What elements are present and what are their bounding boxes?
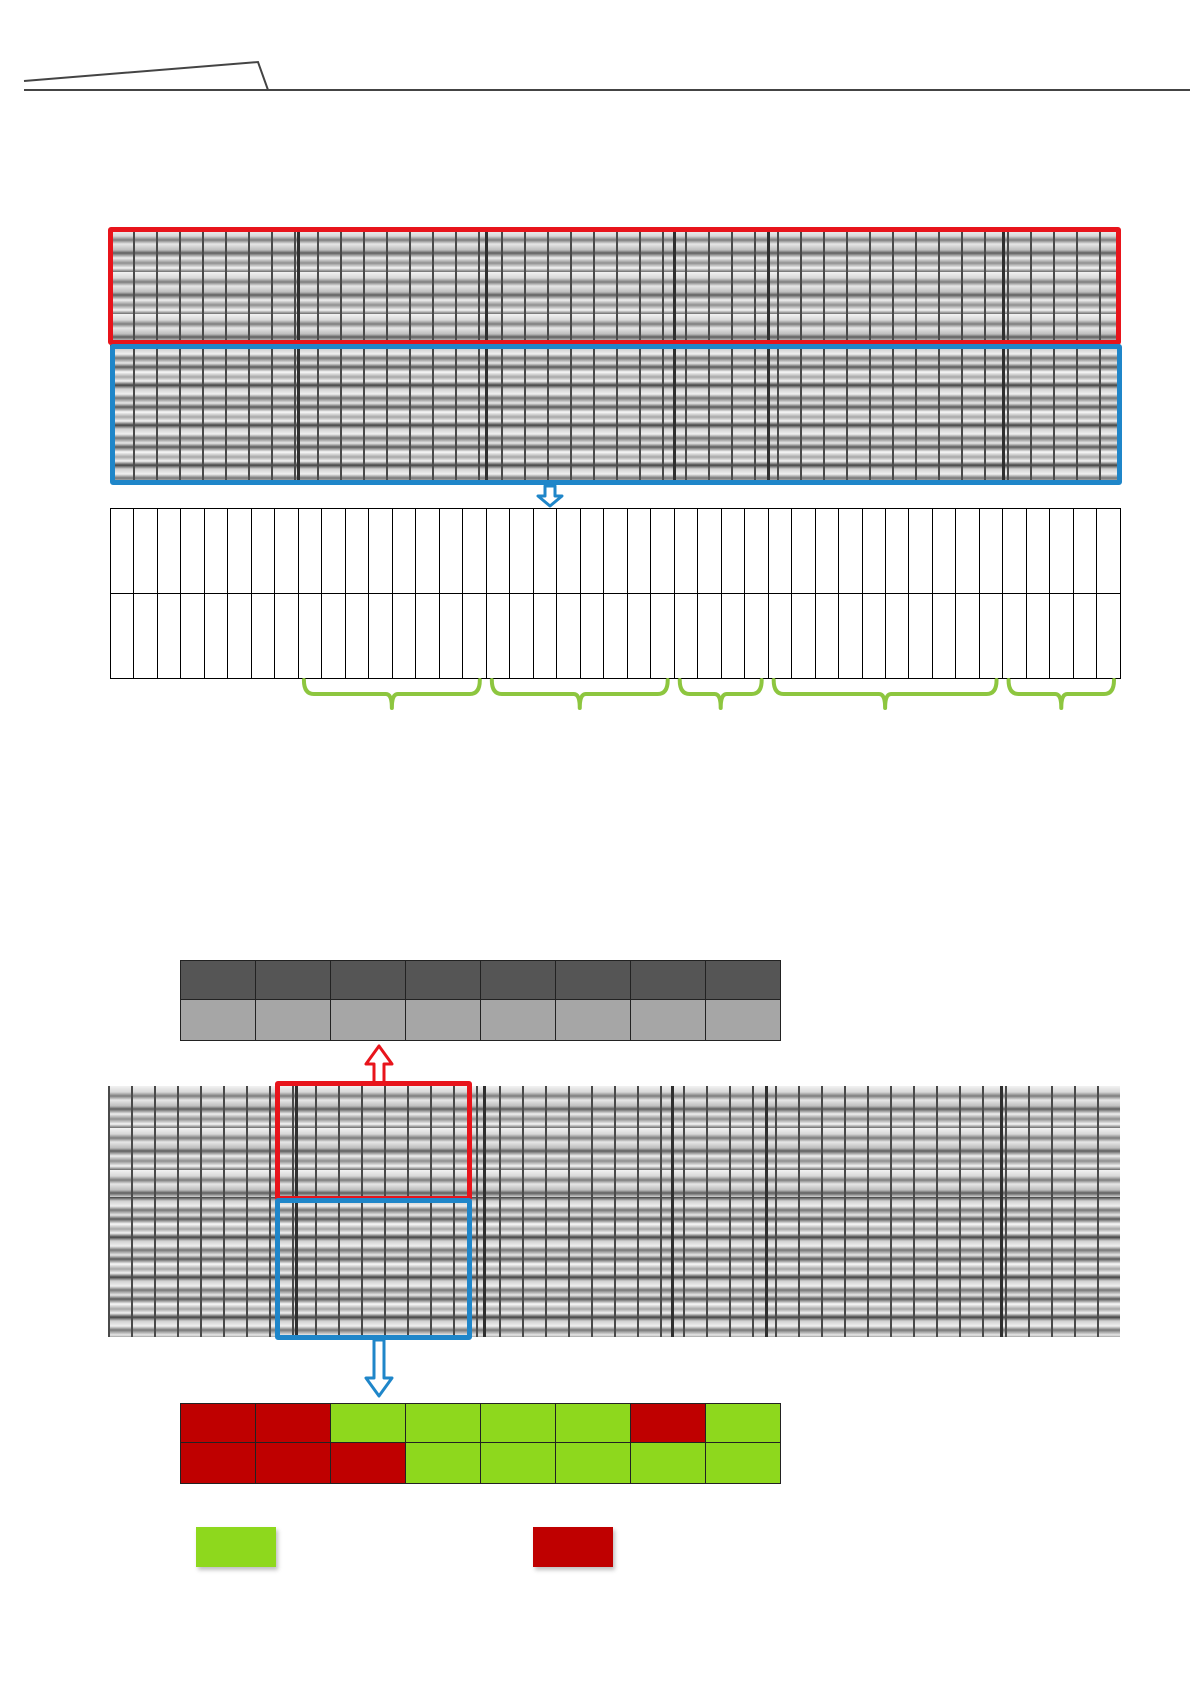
slot-cell [908, 508, 932, 594]
slot-cell [321, 593, 345, 679]
header-cell [480, 960, 556, 1001]
slot-cell [979, 508, 1003, 594]
status-cell-ok [330, 1403, 406, 1444]
slot-cell [439, 593, 463, 679]
slot-cell [486, 508, 510, 594]
selected-group-lower-frame [275, 1198, 472, 1340]
slot-cell [932, 508, 956, 594]
slot-cell [251, 508, 275, 594]
slot-cell [1026, 508, 1050, 594]
slot-cell [180, 593, 204, 679]
slot-cell [768, 508, 792, 594]
status-cell-ok [630, 1442, 706, 1484]
selected-group-upper-frame [275, 1081, 472, 1201]
status-cell-fault [255, 1403, 331, 1444]
slot-cell [697, 593, 721, 679]
slot-cell [1073, 508, 1097, 594]
slot-cell [1049, 593, 1073, 679]
slot-cell [1049, 508, 1073, 594]
slot-cell [862, 508, 886, 594]
slot-cell [251, 593, 275, 679]
group-divider [483, 1086, 486, 1337]
status-cell-ok [405, 1442, 481, 1484]
slot-cell [580, 508, 604, 594]
slot-cell [862, 593, 886, 679]
header-cell [705, 999, 781, 1041]
slot-cell [1002, 593, 1026, 679]
slot-cell [744, 593, 768, 679]
status-cell-ok [705, 1442, 781, 1484]
header-cell [255, 999, 331, 1041]
slot-cell [298, 593, 322, 679]
slot-cell [650, 508, 674, 594]
slot-cell [180, 508, 204, 594]
group-divider [1000, 1086, 1003, 1337]
slot-cell [1096, 508, 1120, 594]
header-cell [330, 960, 406, 1001]
slot-cell [556, 593, 580, 679]
slot-cell [721, 593, 745, 679]
lower-row-frame [110, 344, 1122, 485]
header-cell [555, 960, 631, 1001]
slot-cell [885, 508, 909, 594]
slot-cell [838, 508, 862, 594]
group-brace [1009, 680, 1114, 708]
slot-cell [227, 508, 251, 594]
slot-cell [415, 593, 439, 679]
slot-cell [321, 508, 345, 594]
slot-cell [368, 593, 392, 679]
slot-cell [439, 508, 463, 594]
slot-cell [768, 593, 792, 679]
slot-cell [274, 593, 298, 679]
status-cell-fault [255, 1442, 331, 1484]
slot-cell [580, 593, 604, 679]
slot-cell [274, 508, 298, 594]
slot-cell [815, 508, 839, 594]
slot-cell [791, 593, 815, 679]
slot-cell [533, 593, 557, 679]
slot-cell [603, 508, 627, 594]
slot-cell [157, 593, 181, 679]
slot-grid [110, 508, 1120, 678]
slot-cell [110, 593, 134, 679]
slot-cell [345, 508, 369, 594]
legend-ok-swatch [196, 1527, 276, 1567]
slot-cell [721, 508, 745, 594]
slot-cell [1026, 593, 1050, 679]
header-cell [405, 960, 481, 1001]
header-row-light [180, 1000, 780, 1041]
slot-cell [462, 593, 486, 679]
status-cell-fault [330, 1442, 406, 1484]
legend-fault-swatch [533, 1527, 613, 1567]
slot-cell [298, 508, 322, 594]
status-cell-ok [705, 1403, 781, 1444]
status-cell-fault [630, 1403, 706, 1444]
slot-cell [204, 593, 228, 679]
slot-cell [885, 593, 909, 679]
status-cell-ok [405, 1403, 481, 1444]
slot-cell [674, 508, 698, 594]
slot-cell [1096, 593, 1120, 679]
slot-cell [227, 593, 251, 679]
slot-cell [204, 508, 228, 594]
slot-cell [556, 508, 580, 594]
slot-cell [509, 593, 533, 679]
slot-cell [627, 508, 651, 594]
slot-cell [603, 593, 627, 679]
status-row [180, 1443, 780, 1484]
terminal-block-lower-bottom [108, 1197, 1120, 1337]
upper-row-frame [108, 227, 1121, 345]
slot-cell [392, 593, 416, 679]
slot-cell [650, 593, 674, 679]
slot-cell [955, 593, 979, 679]
header-cell [180, 999, 256, 1041]
slot-cell [533, 508, 557, 594]
group-brace [680, 680, 762, 708]
header-cell [480, 999, 556, 1041]
status-cell-fault [180, 1442, 256, 1484]
status-cell-ok [555, 1442, 631, 1484]
group-divider [671, 1086, 674, 1337]
slot-cell [674, 593, 698, 679]
slot-cell [415, 508, 439, 594]
slot-cell [462, 508, 486, 594]
slot-grid-row [110, 508, 1120, 593]
status-cell-fault [180, 1403, 256, 1444]
slot-cell [838, 593, 862, 679]
slot-cell [815, 593, 839, 679]
slot-cell [486, 593, 510, 679]
status-row [180, 1403, 780, 1444]
slot-cell [157, 508, 181, 594]
slot-cell [368, 508, 392, 594]
header-cell [330, 999, 406, 1041]
slot-cell [955, 508, 979, 594]
header-cell [255, 960, 331, 1001]
slot-cell [133, 593, 157, 679]
slot-cell [1002, 508, 1026, 594]
status-cell-ok [480, 1403, 556, 1444]
group-divider [765, 1086, 768, 1337]
slot-cell [1073, 593, 1097, 679]
slot-cell [979, 593, 1003, 679]
header-cell [705, 960, 781, 1001]
slot-cell [345, 593, 369, 679]
status-cell-ok [555, 1403, 631, 1444]
slot-cell [908, 593, 932, 679]
slot-cell [791, 508, 815, 594]
header-cell [555, 999, 631, 1041]
group-brace [304, 680, 480, 708]
slot-grid-row [110, 593, 1120, 678]
slot-cell [697, 508, 721, 594]
header-cell [630, 960, 706, 1001]
header-cell [630, 999, 706, 1041]
slot-cell [932, 593, 956, 679]
slot-cell [627, 593, 651, 679]
group-brace [492, 680, 668, 708]
slot-cell [392, 508, 416, 594]
slot-cell [744, 508, 768, 594]
group-brace [774, 680, 997, 708]
terminal-block-upper-bottom [108, 1086, 1120, 1197]
slot-cell [110, 508, 134, 594]
header-row-dark [180, 960, 780, 1001]
slot-cell [509, 508, 533, 594]
header-cell [180, 960, 256, 1001]
header-cell [405, 999, 481, 1041]
slot-cell [133, 508, 157, 594]
header-rule [0, 0, 1190, 100]
status-cell-ok [480, 1442, 556, 1484]
